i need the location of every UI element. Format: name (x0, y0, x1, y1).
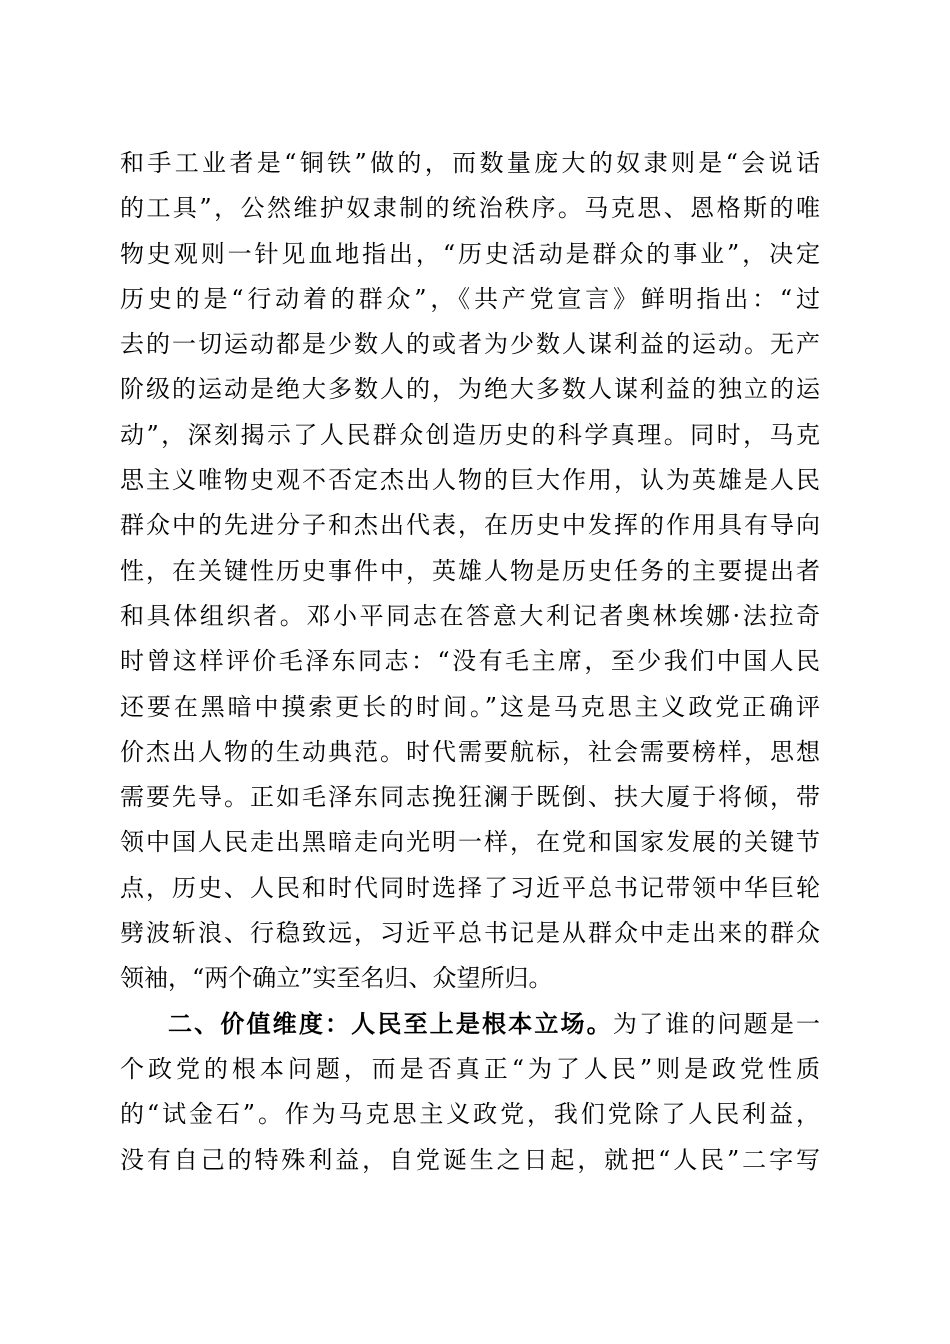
text-line: 还要在黑暗中摸索更长的时间。”这是马克思主义政党正确评 (120, 692, 820, 721)
text-line (120, 1002, 820, 1047)
text-line: 动”，深刻揭示了人民群众创造历史的科学真理。同时，马克 (120, 420, 820, 449)
text-line: 阶级的运动是绝大多数人的，为绝大多数人谋利益的独立的运 (120, 375, 820, 404)
text-span: 为了谁的问题是一 (612, 1009, 820, 1038)
text-line: 和手工业者是“铜铁”做的，而数量庞大的奴隶则是“会说话 (120, 149, 820, 177)
text-line: 点，历史、人民和时代同时选择了习近平总书记带领中华巨轮 (120, 873, 820, 902)
text-line: 没有自己的特殊利益，自党诞生之日起，就把“人民”二字写 (120, 1145, 820, 1174)
text-line: 的工具”，公然维护奴隶制的统治秩序。马克思、恩格斯的唯 (120, 194, 820, 223)
text-line: 需要先导。正如毛泽东同志挽狂澜于既倒、扶大厦于将倾，带 (120, 783, 820, 812)
text-line: 的“试金石”。作为马克思主义政党，我们党除了人民利益， (120, 1100, 820, 1129)
document-body (120, 141, 820, 1183)
text-line: 去的一切运动都是少数人的或者为少数人谋利益的运动。无产 (120, 330, 820, 359)
text-line: 时曾这样评价毛泽东同志：“没有毛主席，至少我们中国人民 (120, 647, 820, 676)
text-line: 历史的是“行动着的群众”，《共产党宣言》鲜明指出：“过 (120, 284, 820, 313)
text-line: 性，在关键性历史事件中，英雄人物是历史任务的主要提出者 (120, 556, 820, 585)
text-line: 群众中的先进分子和杰出代表，在历史中发挥的作用具有导向 (120, 511, 820, 540)
text-line: 思主义唯物史观不否定杰出人物的巨大作用，认为英雄是人民 (120, 466, 820, 495)
text-line: 劈波斩浪、行稳致远，习近平总书记是从群众中走出来的群众 (120, 919, 820, 948)
paragraph-1 (120, 141, 820, 1002)
text-line: 领中国人民走出黑暗走向光明一样，在党和国家发展的关键节 (120, 828, 820, 857)
text-line: 领袖，“两个确立”实至名归、众望所归。 (120, 964, 553, 993)
text-line: 物史观则一针见血地指出，“历史活动是群众的事业”，决定 (120, 239, 820, 268)
section-heading: 二、价值维度：人民至上是根本立场。 (168, 1009, 613, 1038)
text-line: 和具体组织者。邓小平同志在答意大利记者奥林埃娜·法拉奇 (120, 601, 820, 630)
text-line: 个政党的根本问题，而是否真正“为了人民”则是政党性质 (120, 1054, 820, 1083)
text-line: 价杰出人物的生动典范。时代需要航标，社会需要榜样，思想 (120, 737, 820, 766)
paragraph-2 (120, 1002, 820, 1183)
